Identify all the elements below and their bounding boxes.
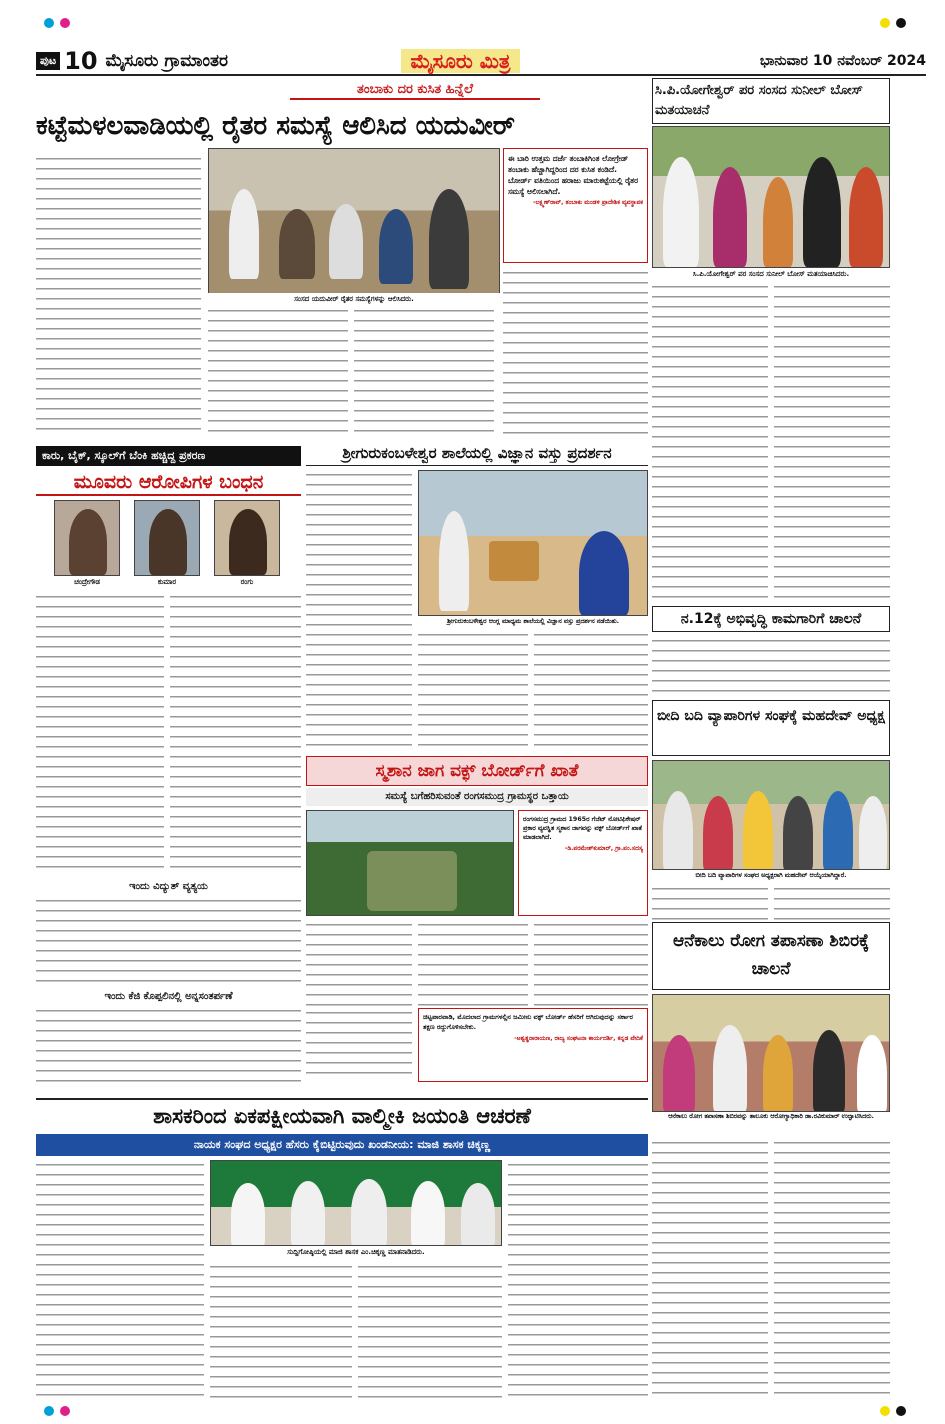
story1-text-col3 [354, 306, 494, 438]
story1-text-col2 [208, 306, 348, 438]
registration-mark-yellow [880, 18, 890, 28]
story7-quote2-box [418, 1008, 648, 1082]
story1-text-col1 [36, 154, 201, 438]
story7-text-col4 [306, 1008, 412, 1082]
story2-text-col1 [652, 282, 768, 602]
accused-photo-3 [214, 500, 280, 576]
story2-caption: ಸಿ.ಪಿ.ಯೋಗೇಶ್ವರ್ ಪರ ಸಂಸದ ಸುನೀಲ್ ಬೋಸ್ ಮತಯಾಚಿಸಿದರು. [652, 268, 890, 280]
story7-quote1-byline: -ಡಿ.ಪರಮೇಶ್‌ಕುಮಾರ್, ಗ್ರಾ.ಪಂ.ಸದಸ್ಯ [564, 845, 643, 852]
masthead: ಮೈಸೂರು ಮಿತ್ರ [401, 49, 521, 73]
story4-text-col1 [306, 470, 412, 746]
story9-photo [210, 1160, 502, 1246]
story8-text-col1 [652, 1138, 768, 1400]
registration-mark-cyan [44, 18, 54, 28]
story7-text-col2 [418, 920, 528, 1006]
story1-kicker: ತಂಬಾಕು ದರ ಕುಸಿತ ಹಿನ್ನೆಲೆ [290, 82, 540, 100]
story7-quote2-byline: -ಅಶ್ವತ್ಥನಾರಾಯಣ, ರಾಜ್ಯ ಸಂಘಟನಾ ಕಾರ್ಯದರ್ಶಿ, ಕನ್ನಡ ವೇದಿಕೆ [514, 1035, 643, 1042]
issue-date: ಭಾನುವಾರ 10 ನವೆಂಬರ್ 2024 [759, 53, 926, 69]
story7-quote2-text: ಚಿಟ್ಟಪಾರವಾಡಿ, ಮೊದಲಾದ ಗ್ರಾಮಗಳಲ್ಲಿನ ಜಮೀನು ವಕ್ಫ್ ಬೋರ್ಡ್ ಹೆಸರಿಗೆ ಆಗಿರುವುದನ್ನು ಸರ್ಕಾರ ತಕ್ಷಣ ರದ್ದುಗೊಳಿಸಬೇಕು. [423, 1013, 633, 1031]
story3-kicker: ಕಾರು, ಬೈಕ್, ಸ್ಕೂಲ್‌ಗೆ ಬೆಂಕಿ ಹಚ್ಚಿದ್ದ ಪ್ರಕರಣ [36, 446, 301, 466]
story9-text-col2 [210, 1262, 352, 1400]
brief1-text [36, 896, 301, 982]
accused-caption-1: ಚಂದ್ರೇಗೌಡ [54, 578, 120, 588]
story8-headline: ಆನೆಕಾಲು ರೋಗ ತಪಾಸಣಾ ಶಿಬಿರಕ್ಕೆ ಚಾಲನೆ [672, 931, 870, 979]
story3-headline: ಮೂವರು ಆರೋಪಿಗಳ ಬಂಧನ [36, 468, 301, 496]
story6-photo [652, 760, 890, 870]
story8-headline-box [652, 922, 890, 990]
story5-text-col1 [652, 636, 890, 698]
story3-text-col2 [170, 592, 301, 874]
story7-text-col1 [306, 920, 412, 1006]
story9-caption: ಸುದ್ದಿಗೋಷ್ಠಿಯಲ್ಲಿ ಮಾಜಿ ಶಾಸಕ ಎಂ.ಚಿಕ್ಕಣ್ಣ ಮಾತನಾಡಿದರು. [210, 1246, 502, 1258]
story8-caption: ಆನೆಕಾಲು ರೋಗ ತಪಾಸಣಾ ಶಿಬಿರವನ್ನು ತಾಲೂಕು ಆರೋಗ್ಯಾಧಿಕಾರಿ ಡಾ.ರವಿಕುಮಾರ್ ಉದ್ಘಾಟಿಸಿದರು. [652, 1112, 890, 1134]
brief2-text [36, 1006, 301, 1082]
story6-caption: ಬೀದಿ ಬದಿ ವ್ಯಾಪಾರಿಗಳ ಸಂಘದ ಅಧ್ಯಕ್ಷರಾಗಿ ಮಹದೇವ್ ಆಯ್ಕೆಯಾಗಿದ್ದಾರೆ. [652, 870, 890, 882]
story1-headline: ಕಟ್ಟೆಮಳಲವಾಡಿಯಲ್ಲಿ ರೈತರ ಸಮಸ್ಯೆ ಆಲಿಸಿದ ಯದುವೀರ್ [36, 111, 515, 141]
story1-caption: ಸಂಸದ ಯದುವೀರ್ ರೈತರ ಸಮಸ್ಯೆಗಳನ್ನು ಆಲಿಸಿದರು. [208, 293, 500, 305]
page-tag: ಪುಟ [36, 52, 60, 70]
story7-headline: ಸ್ಮಶಾನ ಜಾಗ ವಕ್ಫ್ ಬೋರ್ಡ್‌ಗೆ ಖಾತೆ [375, 761, 579, 781]
story1-quote-text: ಈ ಬಾರಿ ಉತ್ತಮ ದರ್ಜೆ ತಂಬಾಕಿಗಿಂತ ಲೋಗ್ರೇಡ್ ತಂಬಾಕು ಹೆಚ್ಚಾಗಿದ್ದರಿಂದ ದರ ಕುಸಿತ ಕಂಡಿದೆ. ಬೋರ್ಡ್ ವತಿಯಿಂದ ಹರಾಜು ಮಾರುಕಟ್ಟೆಯಲ್ಲಿ ರೈತರ ಸಮಸ್ಯೆ ಆಲಿಸಲಾಗಿದೆ. [508, 154, 639, 196]
brief2-headline: ಇಂದು ಕೆಜಿ ಕೊಪ್ಪಲಿನಲ್ಲಿ ಅನ್ನಸಂತರ್ಪಣೆ [104, 991, 233, 1002]
story9-text-col4 [508, 1160, 648, 1400]
story1-quote-box [503, 148, 648, 263]
story7-headline-box [306, 756, 648, 786]
story5-headline: ನ.12ಕ್ಕೆ ಅಭಿವೃದ್ಧಿ ಕಾಮಗಾರಿಗೆ ಚಾಲನೆ [680, 611, 862, 627]
story4-headline: ಶ್ರೀಗುರುಕಂಬಳೇಶ್ವರ ಶಾಲೆಯಲ್ಲಿ ವಿಜ್ಞಾನ ವಸ್ತು ಪ್ರದರ್ಶನ [306, 440, 648, 466]
story7-quote1-box [518, 810, 648, 916]
brief1-headline: ಇಂದು ವಿದ್ಯುತ್ ವ್ಯತ್ಯಯ [129, 881, 208, 892]
registration-mark-magenta [60, 18, 70, 28]
story8-text-col2 [774, 1138, 890, 1400]
registration-mark-black [896, 18, 906, 28]
story1-text-col4 [503, 268, 648, 438]
story1-photo [208, 148, 500, 304]
page-header [36, 48, 926, 76]
page-number: 10 [64, 47, 98, 75]
registration-mark-bottom-magenta [60, 1406, 70, 1416]
accused-photo-2 [134, 500, 200, 576]
story3-text-col1 [36, 592, 164, 874]
accused-caption-2: ಕುಮಾರ [134, 578, 200, 588]
story7-quote1-text: ರಂಗಸಮುದ್ರ ಗ್ರಾಮದ 1965ರ ಗೆಜೆಟ್ ನೋಟಿಫಿಕೇಷನ್ ಪ್ರಕಾರ ವ್ಯವಸ್ಥಿತ ಸ್ಮಶಾನ ಜಾಗವನ್ನು ವಕ್ಫ್ ಬೋರ್ಡ್‌ಗೆ ಖಾತೆ ಮಾಡಲಾಗಿದೆ. [523, 816, 642, 841]
story4-text-col2 [418, 630, 528, 746]
story1-quote-byline: -ಲಕ್ಷ್ಮಣ್‌ರಾವ್, ತಂಬಾಕು ಮಂಡಳಿ ಪ್ರಾದೇಶಿಕ ವ್ಯವಸ್ಥಾಪಕ [533, 199, 643, 206]
section-title: ಮೈಸೂರು ಗ್ರಾಮಾಂತರ [105, 51, 229, 71]
registration-mark-bottom-yellow [880, 1406, 890, 1416]
story9-headline: ಶಾಸಕರಿಂದ ಏಕಪಕ್ಷೀಯವಾಗಿ ವಾಲ್ಮೀಕಿ ಜಯಂತಿ ಆಚರಣೆ [36, 1098, 648, 1130]
story2-photo [652, 126, 890, 268]
story8-photo [652, 994, 890, 1112]
accused-photo-1 [54, 500, 120, 576]
story2-text-col2 [774, 282, 890, 602]
story2-headline-box [652, 78, 890, 124]
story9-subhead-bar [36, 1134, 648, 1156]
registration-mark-bottom-cyan [44, 1406, 54, 1416]
story9-text-col1 [36, 1160, 204, 1400]
story9-text-col3 [358, 1262, 502, 1400]
story2-headline: ಸಿ.ಪಿ.ಯೋಗೇಶ್ವರ್ ಪರ ಸಂಸದ ಸುನೀಲ್ ಬೋಸ್ ಮತಯಾಚನೆ [655, 83, 863, 118]
story4-caption: ಶ್ರೀಗುರುಕಂಬಳೇಶ್ವರ ಆಂಗ್ಲ ಮಾಧ್ಯಮ ಶಾಲೆಯಲ್ಲಿ ವಿಜ್ಞಾನ ವಸ್ತು ಪ್ರದರ್ಶನ ನಡೆಯಿತು. [418, 616, 648, 628]
registration-mark-bottom-black [896, 1406, 906, 1416]
story7-text-col3 [534, 920, 648, 1006]
story9-subhead: ನಾಯಕ ಸಂಘದ ಅಧ್ಯಕ್ಷರ ಹೆಸರು ಕೈಬಿಟ್ಟಿರುವುದು ಖಂಡನೀಯ: ಮಾಜಿ ಶಾಸಕ ಚಿಕ್ಕಣ್ಣ [193, 1138, 491, 1151]
story5-headline-box [652, 606, 890, 632]
story6-headline: ಬೀದಿ ಬದಿ ವ್ಯಾಪಾರಿಗಳ ಸಂಘಕ್ಕೆ ಮಹದೇವ್ ಅಧ್ಯಕ್ಷ [656, 708, 886, 724]
story4-photo [418, 470, 648, 616]
story7-subhead: ಸಮಸ್ಯೆ ಬಗೆಹರಿಸುವಂತೆ ರಂಗಸಮುದ್ರ ಗ್ರಾಮಸ್ಥರ ಒತ್ತಾಯ [306, 788, 648, 806]
story7-photo [306, 810, 514, 916]
story6-headline-box [652, 700, 890, 756]
story4-text-col3 [534, 630, 648, 746]
accused-caption-3: ರಂಗು [214, 578, 280, 588]
